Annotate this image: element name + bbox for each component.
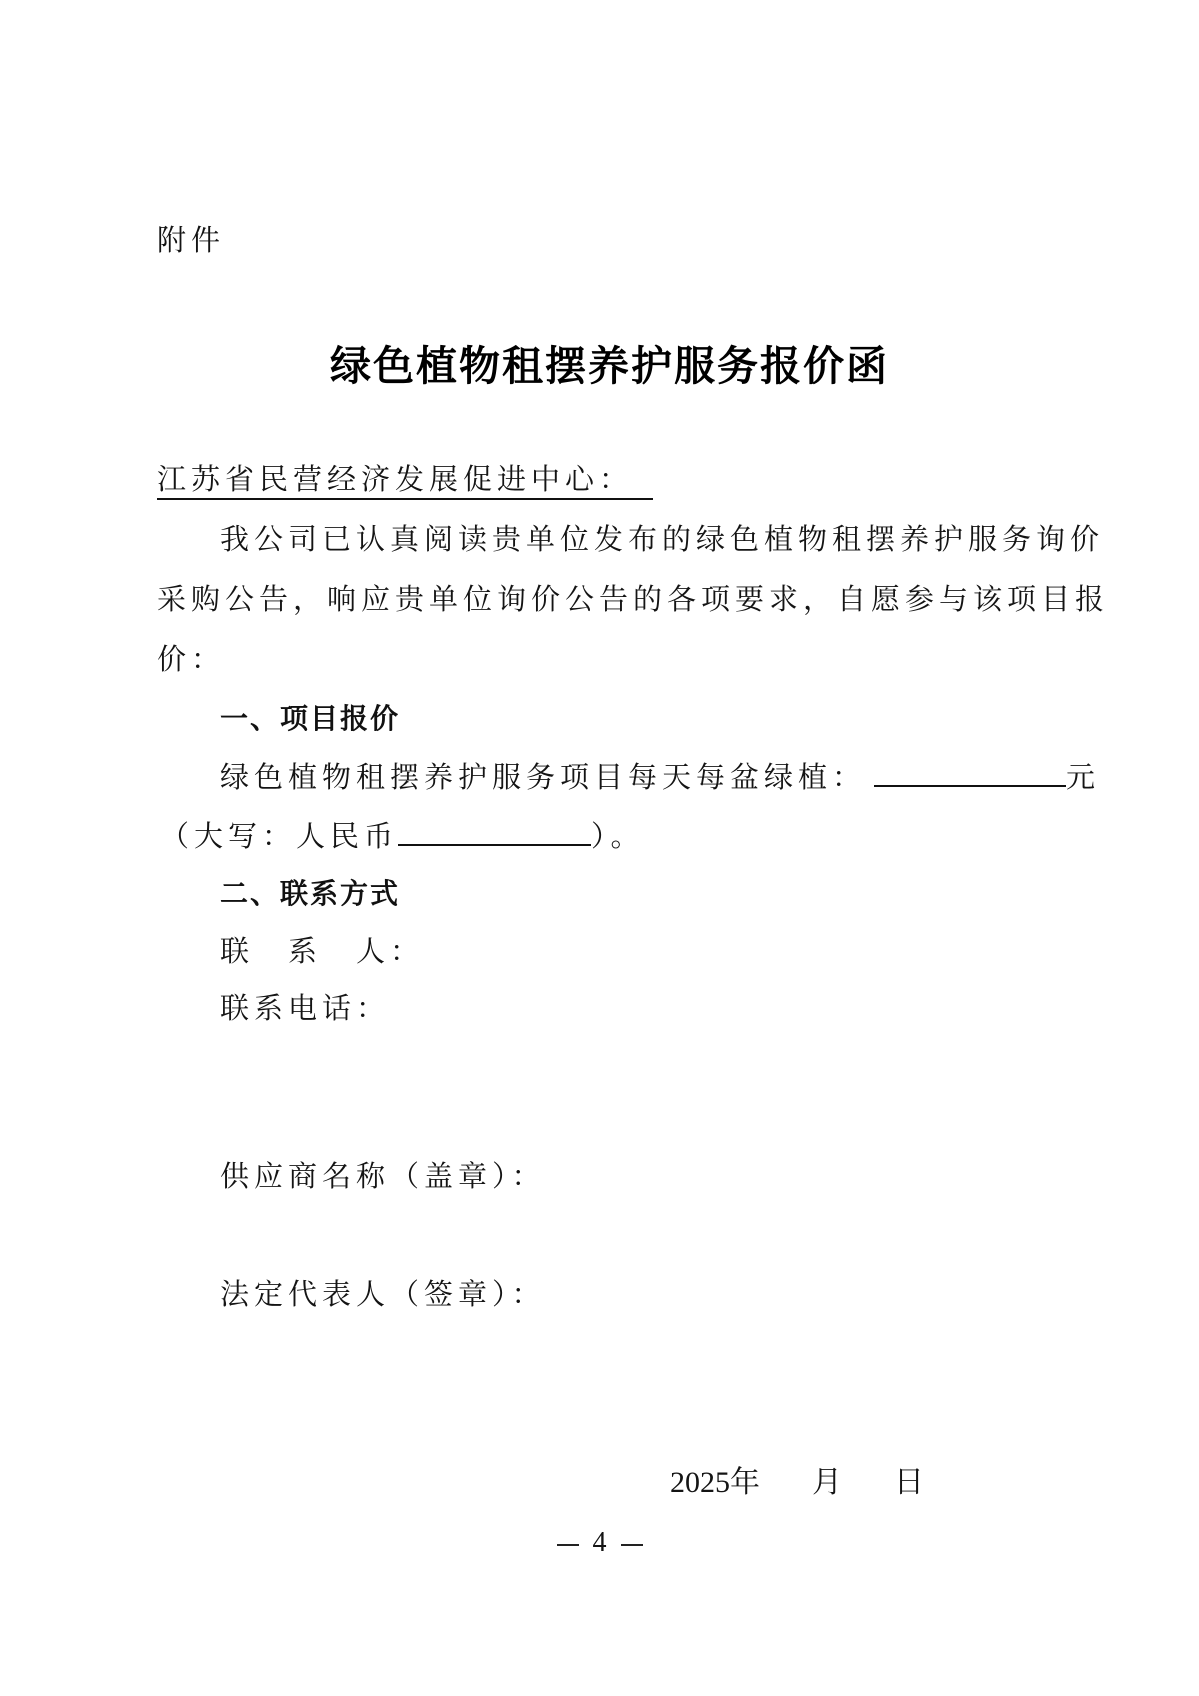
contact-person-label: 联 系 人： (220, 934, 425, 968)
uppercase-amount-open: （大写：人民币 (160, 819, 399, 853)
dash-icon (621, 1544, 643, 1546)
attachment-label: 附件 (157, 223, 226, 257)
uppercase-amount-close: ）。 (591, 819, 645, 853)
section-heading-contact: 二、联系方式 (220, 877, 401, 910)
legal-representative-signature-label: 法定代表人（签章）： (220, 1277, 546, 1311)
price-unit: 元 (1066, 760, 1101, 794)
uppercase-amount-blank[interactable] (398, 822, 591, 846)
price-label: 绿色植物租摆养护服务项目每天每盆绿植： (220, 760, 867, 794)
page-number: 4 (592, 1527, 607, 1558)
dash-icon (557, 1544, 579, 1546)
date-line (670, 1457, 924, 1501)
intro-paragraph-line-1: 我公司已认真阅读贵单位发布的绿色植物租摆养护服务询价 (220, 522, 1105, 556)
price-value-blank[interactable] (874, 763, 1066, 787)
recipient-line: 江苏省民营经济发展促进中心： (157, 465, 653, 500)
page-number-footer (0, 1527, 1199, 1559)
document-title: 绿色植物租摆养护服务报价函 (330, 342, 889, 390)
intro-paragraph-line-2: 采购公告，响应贵单位询价公告的各项要求，自愿参与该项目报 (157, 582, 1110, 616)
date-day: 日 (894, 1466, 924, 1499)
uppercase-amount-line (160, 819, 645, 853)
contact-phone-label: 联系电话： (220, 991, 391, 1025)
section-heading-project-quote: 一、项目报价 (220, 702, 401, 735)
date-month: 月 (812, 1466, 842, 1499)
intro-paragraph-line-3: 价： (157, 642, 226, 676)
date-year: 2025年 (670, 1466, 760, 1499)
supplier-name-seal-label: 供应商名称（盖章）： (220, 1159, 546, 1193)
price-line (220, 760, 1101, 794)
